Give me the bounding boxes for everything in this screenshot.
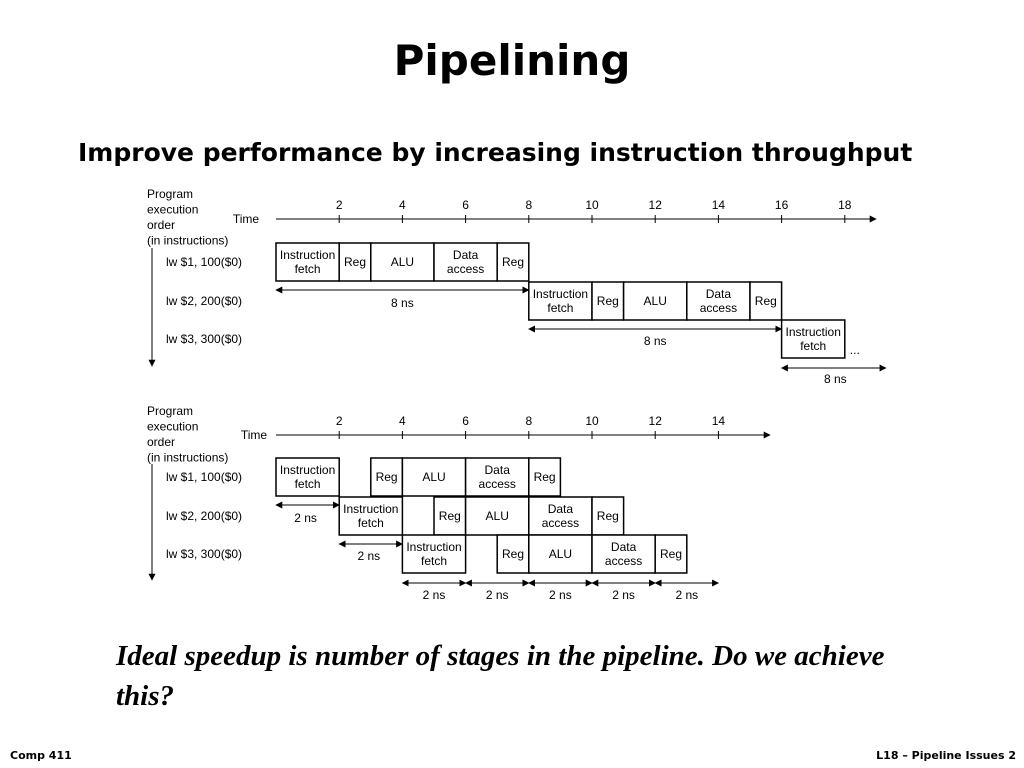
instruction-stages xyxy=(402,535,686,573)
fetch-stage-box-label-line1: Instruction xyxy=(785,325,841,339)
order-axis-label-line: Program xyxy=(147,187,194,201)
duration-label: 2 ns xyxy=(549,588,572,602)
time-axis-label: Time xyxy=(240,428,268,442)
reg-stage-box xyxy=(655,535,687,573)
duration-label: 8 ns xyxy=(823,372,847,386)
footer-page: L18 – Pipeline Issues 2 xyxy=(876,749,1016,762)
time-tick-label: 4 xyxy=(399,414,406,428)
reg-stage-box-label: Reg xyxy=(501,255,525,269)
fetch-stage-box-label-line2: fetch xyxy=(294,262,321,276)
instruction-stages xyxy=(276,458,560,496)
mem-stage-box-label-line1: Data xyxy=(705,287,732,301)
mem-stage-box-label-line1: Data xyxy=(547,502,574,516)
reg-stage-box-label: Reg xyxy=(596,294,619,308)
time-axis xyxy=(233,198,876,226)
fetch-stage-box xyxy=(276,243,339,281)
fetch-stage-box xyxy=(339,497,402,535)
duration-label: 2 ns xyxy=(422,588,446,602)
fetch-stage-box-label-line2: fetch xyxy=(294,477,321,491)
order-axis-label-line: order xyxy=(147,435,176,449)
reg-stage-box xyxy=(497,535,529,573)
mem-stage-box-label-line1: Data xyxy=(610,540,637,554)
time-tick-label: 10 xyxy=(585,414,599,428)
time-tick-label: 16 xyxy=(774,198,789,212)
alu-stage-box-label: ALU xyxy=(485,509,509,523)
mem-stage-box-label-line1: Data xyxy=(452,248,479,262)
time-tick-label: 6 xyxy=(462,198,469,212)
fetch-stage-box-label-line1: Instruction xyxy=(532,287,589,301)
order-axis-label-line: execution xyxy=(147,202,199,217)
alu-stage-box xyxy=(624,282,687,320)
duration-label: 8 ns xyxy=(391,296,414,310)
time-tick-label: 18 xyxy=(838,198,852,212)
alu-stage-box-label: ALU xyxy=(643,294,667,308)
reg-stage-box-label: Reg xyxy=(659,547,683,561)
non-pipelined-diagram xyxy=(147,187,886,386)
mem-stage-box-label-line2: access xyxy=(541,516,580,530)
mem-stage-box-label-line2: access xyxy=(699,301,738,315)
duration-label: 2 ns xyxy=(294,511,317,525)
order-axis-label-line: (in instructions) xyxy=(147,450,229,465)
time-tick-label: 8 xyxy=(525,414,533,428)
fetch-stage-box xyxy=(782,320,845,358)
alu-stage-box xyxy=(402,458,465,496)
order-axis-label-line: (in instructions) xyxy=(147,233,229,248)
pipelined-diagram xyxy=(147,404,770,602)
mem-stage-box xyxy=(529,497,592,535)
time-tick-label: 8 xyxy=(525,198,533,212)
slide-title: Pipelining xyxy=(393,36,631,85)
order-axis-label-line: order xyxy=(147,218,176,232)
reg-stage-box xyxy=(592,282,624,320)
alu-stage-box xyxy=(371,243,434,281)
fetch-stage-box-label-line1: Instruction xyxy=(279,463,336,477)
instruction-stages xyxy=(276,243,529,281)
reg-stage-box-label: Reg xyxy=(754,294,777,308)
time-tick-label: 4 xyxy=(399,198,406,212)
mem-stage-box xyxy=(434,243,497,281)
duration-label: 2 ns xyxy=(357,549,381,563)
fetch-stage-box-label-line2: fetch xyxy=(800,339,827,353)
footer-course: Comp 411 xyxy=(10,749,72,762)
reg-stage-box-label: Reg xyxy=(343,255,367,269)
alu-stage-box-label: ALU xyxy=(390,255,415,269)
alu-stage-box-label: ALU xyxy=(548,547,573,561)
slide-subtitle: Improve performance by increasing instruction throughput xyxy=(78,138,913,167)
reg-stage-box-label: Reg xyxy=(438,509,461,523)
instruction-label: lw $3, 300($0) xyxy=(166,332,243,346)
reg-stage-box xyxy=(434,497,466,535)
reg-stage-box xyxy=(497,243,529,281)
mem-stage-box-label-line2: access xyxy=(478,477,516,491)
fetch-stage-box-label-line1: Instruction xyxy=(279,248,336,262)
alu-stage-box xyxy=(466,497,529,535)
reg-stage-box-label: Reg xyxy=(533,470,556,484)
duration-label: 2 ns xyxy=(612,588,635,602)
fetch-stage-box-label-line1: Instruction xyxy=(343,502,399,516)
time-axis-label: Time xyxy=(232,212,260,226)
mem-stage-box-label-line2: access xyxy=(446,262,485,276)
time-tick-label: 10 xyxy=(585,198,599,212)
instruction-label: lw $2, 200($0) xyxy=(166,294,243,308)
fetch-stage-box-label-line2: fetch xyxy=(357,516,384,530)
reg-stage-box xyxy=(529,458,561,496)
continuation-ellipsis: ... xyxy=(849,343,860,357)
fetch-stage-box xyxy=(276,458,339,496)
time-axis xyxy=(241,414,770,442)
alu-stage-box xyxy=(529,535,592,573)
reg-stage-box xyxy=(371,458,403,496)
reg-stage-box-label: Reg xyxy=(501,547,525,561)
speedup-question: Ideal speedup is number of stages in the pipeline. Do we achieve this? xyxy=(116,640,885,712)
mem-stage-box-label-line2: access xyxy=(604,554,643,568)
duration-label: 2 ns xyxy=(485,588,509,602)
instruction-label: lw $1, 100($0) xyxy=(166,470,243,484)
mem-stage-box xyxy=(592,535,655,573)
time-tick-label: 12 xyxy=(648,198,662,212)
fetch-stage-box xyxy=(402,535,465,573)
reg-stage-box xyxy=(339,243,371,281)
reg-stage-box xyxy=(592,497,624,535)
alu-stage-box-label: ALU xyxy=(422,470,446,484)
instruction-label: lw $1, 100($0) xyxy=(166,255,243,269)
time-tick-label: 2 xyxy=(335,414,343,428)
instruction-label: lw $2, 200($0) xyxy=(166,509,243,523)
fetch-stage-box-label-line1: Instruction xyxy=(406,540,462,554)
time-tick-label: 2 xyxy=(335,198,343,212)
order-axis-label-line: execution xyxy=(147,419,199,434)
fetch-stage-box-label-line2: fetch xyxy=(547,301,574,315)
duration-label: 8 ns xyxy=(643,334,667,348)
reg-stage-box-label: Reg xyxy=(596,509,619,523)
mem-stage-box xyxy=(687,282,750,320)
instruction-stages xyxy=(529,282,782,320)
fetch-stage-box xyxy=(529,282,592,320)
fetch-stage-box-label-line2: fetch xyxy=(420,554,448,568)
time-tick-label: 14 xyxy=(711,414,726,428)
time-tick-label: 6 xyxy=(462,414,469,428)
reg-stage-box xyxy=(750,282,782,320)
instruction-label: lw $3, 300($0) xyxy=(166,547,243,561)
instruction-stages xyxy=(339,497,623,535)
time-tick-label: 12 xyxy=(648,414,662,428)
time-tick-label: 14 xyxy=(711,198,726,212)
mem-stage-box xyxy=(466,458,529,496)
mem-stage-box-label-line1: Data xyxy=(484,463,510,477)
order-axis-label-line: Program xyxy=(147,404,194,418)
duration-label: 2 ns xyxy=(675,588,699,602)
reg-stage-box-label: Reg xyxy=(375,470,398,484)
